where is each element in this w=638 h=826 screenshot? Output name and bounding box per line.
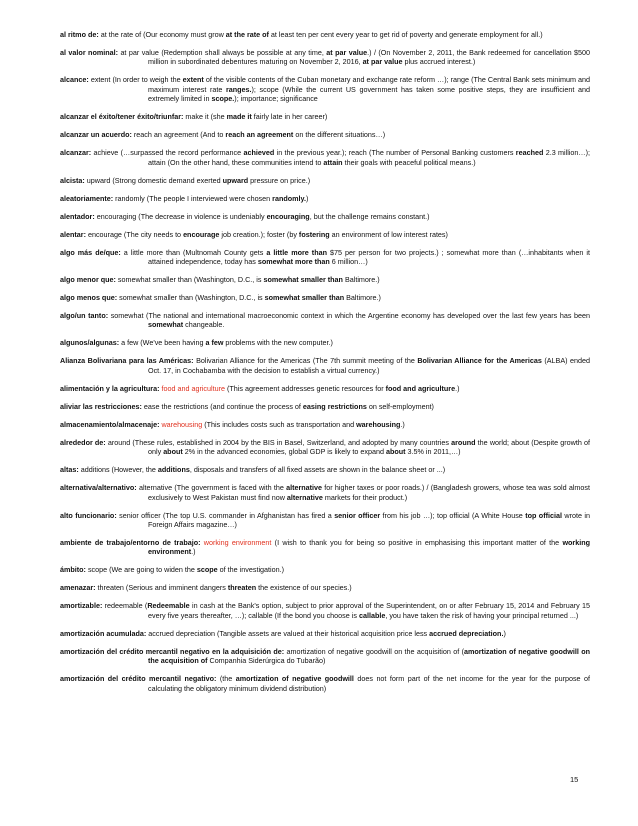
entry-headword: alcanzar: <box>60 148 92 158</box>
definition-text: reach an agreement (And to <box>131 130 226 140</box>
glossary-entry <box>60 75 590 103</box>
definition-text: , disposals and transfers of all fixed assets are shown in the balance sheet or ...) <box>189 465 446 475</box>
entry-headword: al ritmo de: <box>60 30 99 39</box>
definition-text: wrote in Foreign Affairs magazine…) <box>148 510 590 530</box>
emphasized-term: reached <box>515 148 544 158</box>
glossary-entry <box>60 384 590 393</box>
definition-text: in the previous year.); reach (The number of Personal Banking customers <box>274 148 516 158</box>
definition-text: encouraging (The decrease in violence is undeniably <box>94 211 267 221</box>
definition-text: make it (she <box>183 112 227 122</box>
glossary-entry <box>60 483 590 502</box>
glossary-entry <box>60 583 590 592</box>
emphasized-term: extent <box>182 75 204 85</box>
emphasized-term: somewhat smaller than <box>263 275 343 285</box>
definition-text: , but the challenge remains constant.) <box>309 211 430 221</box>
definition-text: from his job …); top official (A White House <box>380 510 526 520</box>
emphasized-term: encourage <box>183 229 220 239</box>
glossary-entry <box>60 130 590 139</box>
emphasized-term: randomly. <box>272 193 306 203</box>
definition-text: accrued depreciation (Tangible assets are valued at their historical acquisition price less <box>146 628 430 638</box>
emphasized-term: working environment <box>148 538 591 557</box>
entry-headword: algo/un tanto: <box>60 311 109 321</box>
entry-headword: alcanzar el éxito/tener éxito/triunfar: <box>60 112 184 122</box>
entry-headword: alcanzar un acuerdo: <box>60 130 132 140</box>
definition-text: the world; about (Despite growth of only <box>148 437 590 457</box>
glossary-entry <box>60 438 590 457</box>
emphasized-term: a few <box>205 338 224 348</box>
definition-text: a few (We've been having <box>119 338 206 348</box>
glossary-entry <box>60 538 590 557</box>
definition-text: (the <box>216 674 236 684</box>
glossary-entry <box>60 356 590 375</box>
emphasized-term: upward <box>222 175 249 185</box>
definition-text: does not form part of the net income for the year for the purpose of calculating the obligatory minimum dividend distribution) <box>148 674 590 693</box>
definition-text: ) <box>503 628 506 638</box>
glossary-entry <box>60 402 590 411</box>
definition-text: on self-employment) <box>366 401 434 411</box>
emphasized-term: top official <box>525 510 562 520</box>
entry-headword: aliviar las restricciones: <box>60 401 142 411</box>
glossary-entry <box>60 565 590 574</box>
emphasized-term: made it <box>226 112 252 122</box>
emphasized-term: alternative <box>286 492 323 502</box>
entry-headword: altas: <box>60 465 79 475</box>
glossary-entry <box>60 338 590 347</box>
highlighted-term: working environment <box>203 538 272 548</box>
emphasized-term: at the rate of <box>225 30 269 39</box>
glossary-entry <box>60 629 590 638</box>
emphasized-term: food and agriculture <box>385 383 456 393</box>
entry-headword: alcista: <box>60 175 85 185</box>
emphasized-term: alternative <box>286 483 323 493</box>
definition-text: at least ten per cent every year to get rid of poverty and generate employment for all.) <box>268 30 543 39</box>
definition-text: , you have taken the risk of having your principal returned ...) <box>385 610 579 620</box>
entry-headword: alcance: <box>60 75 89 85</box>
entry-headword: algo menos que: <box>60 293 118 303</box>
definition-text: for higher taxes or poor roads.) / (Bangladesh growers, whose tea was sold almost exclusively to West Pakistan must find now <box>148 483 590 502</box>
entry-headword: amortización acumulada: <box>60 628 147 638</box>
definition-text: pressure on price.) <box>248 175 311 185</box>
glossary-entry <box>60 601 590 620</box>
emphasized-term: about <box>385 447 406 457</box>
glossary-entry <box>60 112 590 121</box>
definition-text: .) <box>191 547 196 557</box>
definition-text: threaten (Serious and imminent dangers <box>95 583 228 593</box>
definition-text: the existence of our species.) <box>256 583 352 593</box>
emphasized-term: around <box>451 437 476 447</box>
definition-text: problems with the new computer.) <box>223 338 333 348</box>
definition-text: somewhat smaller than (Washington, D.C., is <box>115 275 264 285</box>
definition-text: (This includes costs such as transportation and <box>202 419 357 429</box>
definition-text: ); importance; significance <box>234 94 318 104</box>
definition-text: Baltimore.) <box>344 293 381 303</box>
definition-text: 2.3 million…); attain (On the other hand, these communities intend to <box>148 148 590 167</box>
definition-text: encourage (The city needs to <box>85 229 184 239</box>
emphasized-term: amortization of negative goodwill on the acquisition of <box>148 646 590 666</box>
definition-text: upward (Strong domestic demand exerted <box>84 175 223 185</box>
emphasized-term: easing restrictions <box>302 401 367 411</box>
glossary-entry <box>60 176 590 185</box>
definition-text: at the rate of (Our economy must grow <box>98 30 226 39</box>
glossary-entry <box>60 293 590 302</box>
emphasized-term: reach an agreement <box>225 130 294 140</box>
emphasized-term: achieved <box>243 148 275 158</box>
emphasized-term: somewhat <box>148 320 184 330</box>
emphasized-term: about <box>163 447 183 457</box>
definition-text: .) / (On November 2, 2011, the Bank redeemed for cancellation $500 million in subordinated debentures maturing on November 2, 2016, <box>148 48 590 67</box>
definition-text: somewhat smaller than (Washington, D.C., is <box>117 293 265 303</box>
definition-text: on the different situations…) <box>293 130 386 140</box>
definition-text: 2% in the advanced economies, global GDP is likely to expand <box>182 447 386 457</box>
emphasized-term: a little more than <box>266 247 327 257</box>
emphasized-term: threaten <box>227 583 257 593</box>
entry-headword: amenazar: <box>60 583 96 593</box>
entry-headword: ambiente de trabajo/entorno de trabajo: <box>60 538 201 548</box>
emphasized-term: attain <box>323 157 343 167</box>
emphasized-term: additions <box>157 465 190 475</box>
entry-headword: al valor nominal: <box>60 48 118 57</box>
definition-text: scope (We are going to widen the <box>85 565 197 575</box>
entry-headword: ámbito: <box>60 565 86 575</box>
emphasized-term: encouraging <box>266 211 310 221</box>
definition-text: markets for their product.) <box>322 492 408 502</box>
definition-text: fairly late in her career) <box>251 112 328 122</box>
entry-headword: algunos/algunas: <box>60 338 120 348</box>
glossary-entry <box>60 674 590 693</box>
definition-text: Bolivarian Alliance for the Americas (The 7th summit meeting of the <box>193 356 418 366</box>
definition-text: achieve (…surpassed the record performance <box>91 148 244 158</box>
definition-text: redeemable ( <box>102 601 148 611</box>
entry-headword: alentador: <box>60 211 95 221</box>
emphasized-term: scope <box>196 565 218 575</box>
entry-headword: amortizable: <box>60 601 103 611</box>
definition-text: their goals with peaceful political means.) <box>342 157 476 167</box>
definition-text: 3.5% in 2011,…) <box>405 447 461 457</box>
definition-text: Companhia Siderúrgica do Tubarão) <box>207 656 326 666</box>
definition-text: Baltimore.) <box>342 275 380 285</box>
glossary-entry <box>60 275 590 284</box>
definition-text: at par value (Redemption shall always be possible at any time, <box>118 48 327 57</box>
definition-text: ) <box>305 193 309 203</box>
definition-text: additions (However, the <box>78 465 158 475</box>
emphasized-term: at par value <box>326 48 368 57</box>
emphasized-term: somewhat more than <box>257 257 330 267</box>
glossary-entry <box>60 212 590 221</box>
definition-text: amortization of negative goodwill on the acquisition of ( <box>284 646 464 656</box>
emphasized-term: at par value <box>362 57 403 67</box>
glossary-entry <box>60 48 590 67</box>
glossary-entry <box>60 420 590 429</box>
glossary-entry <box>60 248 590 267</box>
entry-headword: alto funcionario: <box>60 510 117 520</box>
entry-headword: amortización del crédito mercantil negativo: <box>60 674 217 684</box>
glossary-entry <box>60 465 590 474</box>
entry-headword: algo más de/que: <box>60 247 121 257</box>
definition-text: an environment of low interest rates) <box>329 229 448 239</box>
definition-text: 6 million…) <box>329 257 368 267</box>
glossary-page <box>60 30 590 702</box>
definition-text: (I wish to thank you for being so positive in emphasising this important matter of the <box>271 538 563 548</box>
definition-text: job creation.); foster (by <box>219 229 299 239</box>
definition-text: senior officer (The top U.S. commander in Afghanistan has fired a <box>116 510 335 520</box>
emphasized-term: callable <box>358 610 386 620</box>
highlighted-term: warehousing <box>161 419 203 429</box>
definition-text: alternative (The government is faced with the <box>136 483 287 493</box>
emphasized-term: senior officer <box>334 510 381 520</box>
entry-headword: amortización del crédito mercantil negativo en la adquisición de: <box>60 646 285 656</box>
glossary-entry <box>60 511 590 530</box>
definition-text: ); scope (While the current US government has taken some positive steps, they are insufficient and extremely limited in <box>148 84 590 104</box>
definition-text: a little more than (Multnomah County gets <box>120 247 267 257</box>
glossary-entry <box>60 30 590 39</box>
entry-headword: aleatoriamente: <box>60 193 114 203</box>
entry-headword: Alianza Bolivariana para las Américas: <box>60 356 194 366</box>
glossary-entry <box>60 194 590 203</box>
definition-text: ease the restrictions (and continue the process of <box>141 401 303 411</box>
definition-text: (ALBA) ended Oct. 17, in Cochabamba with the decision to establish a virtual currency.) <box>148 356 590 375</box>
definition-text: around (These rules, established in 2004 by the BIS in Basel, Switzerland, and adopted by many countries <box>105 437 452 447</box>
definition-text: of the visible contents of the Cuban monetary and exchange rate reform …); range (The Central Bank sets minimum and maximum interest rate <box>148 75 590 94</box>
definition-text: of the investigation.) <box>217 565 285 575</box>
entry-headword: alternativa/alternativo: <box>60 483 137 493</box>
entry-headword: alimentación y la agricultura: <box>60 383 160 393</box>
definition-text: (This agreement addresses genetic resources for <box>225 383 386 393</box>
emphasized-term: ranges. <box>225 84 252 94</box>
emphasized-term: Redeemable <box>147 601 190 611</box>
definition-text: randomly (The people I interviewed were chosen <box>113 193 273 203</box>
definition-text: .) <box>400 419 405 429</box>
emphasized-term: scope. <box>211 94 235 104</box>
glossary-entry <box>60 647 590 666</box>
entry-headword: algo menor que: <box>60 275 116 285</box>
glossary-entry <box>60 311 590 330</box>
page-number: 15 <box>570 775 579 784</box>
highlighted-term: food and agriculture <box>161 383 226 393</box>
entry-headword: alentar: <box>60 229 86 239</box>
emphasized-term: somewhat smaller than <box>264 293 345 303</box>
definition-text: .) <box>455 383 460 393</box>
glossary-entry <box>60 230 590 239</box>
entry-headword: alrededor de: <box>60 437 106 447</box>
emphasized-term: fostering <box>298 229 330 239</box>
definition-text: changeable. <box>183 320 225 330</box>
definition-text: in cash at the Bank's option, subject to prior approval of the Superintendent, on or after February 15, 2014 and February 15 every five years thereafter, …); callable (If the bond you choose is <box>148 601 590 620</box>
definition-text: plus accrued interest.) <box>402 57 476 67</box>
emphasized-term: warehousing <box>356 419 401 429</box>
emphasized-term: amortization of negative goodwill <box>235 674 354 684</box>
definition-text: extent (In order to weigh the <box>88 75 183 85</box>
definition-text: $75 per person for two projects.) ; somewhat more than (…inhabitants when it attained independence, today has <box>148 247 590 267</box>
emphasized-term: Bolivarian Alliance for the Americas <box>417 356 542 366</box>
entry-headword: almacenamiento/almacenaje: <box>60 419 160 429</box>
definition-text: somewhat (The national and international macroeconomic context in which the Argentine economy has developed over the last few years has been <box>108 311 590 321</box>
glossary-entry <box>60 148 590 167</box>
emphasized-term: accrued depreciation. <box>429 628 504 638</box>
